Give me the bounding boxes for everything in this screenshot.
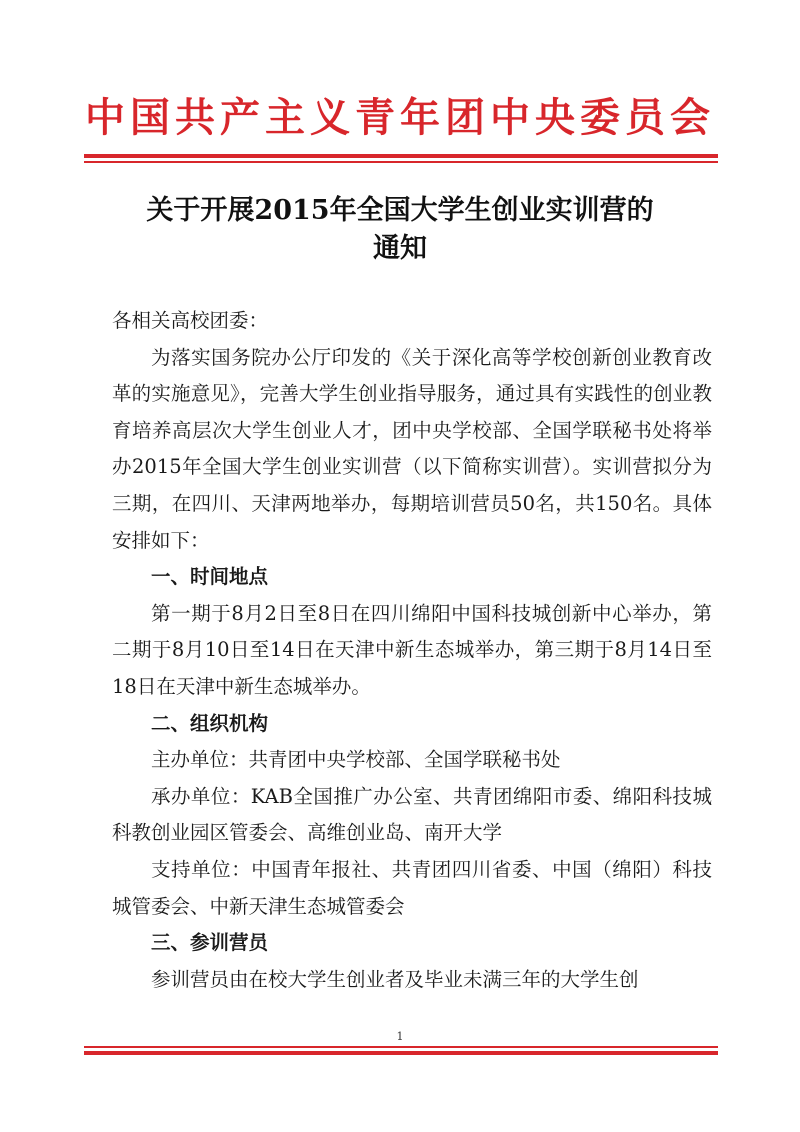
masthead-rule-thick [84, 154, 718, 158]
document-title [0, 192, 800, 268]
section-2-heading: 二、组织机构 [151, 711, 269, 735]
section-1-heading: 一、时间地点 [151, 565, 269, 589]
document-body [112, 303, 712, 998]
masthead-rule-thin [84, 161, 718, 163]
section-3-heading: 三、参训营员 [151, 931, 269, 955]
section-3-paragraph: 参训营员由在校大学生创业者及毕业未满三年的大学生创 [151, 967, 639, 991]
section-1-paragraph: 第一期于8月2日至8日在四川绵阳中国科技城创新中心举办，第二期于8月10日至14日在天津中新生态城举办，第三期于8月14日至18日在天津中新生态城举办。 [112, 601, 712, 698]
footer-rule-thick [84, 1051, 718, 1055]
footer-rule-thin [84, 1046, 718, 1048]
masthead-title: 中国共产主义青年团中央委员会 [85, 94, 715, 141]
title-line-1: 关于开展2015年全国大学生创业实训营的 [146, 195, 654, 226]
organizer-unit-paragraph: 承办单位：KAB全国推广办公室、共青团绵阳市委、绵阳科技城科教创业园区管委会、高维创业岛、南开大学 [112, 784, 712, 845]
host-unit-paragraph: 主办单位：共青团中央学校部、全国学联秘书处 [151, 748, 561, 772]
support-unit-paragraph: 支持单位：中国青年报社、共青团四川省委、中国（绵阳）科技城管委会、中新天津生态城管委会 [112, 857, 712, 918]
page-number: 1 [396, 1030, 404, 1043]
salutation: 各相关高校团委： [112, 309, 269, 332]
intro-paragraph: 为落实国务院办公厅印发的《关于深化高等学校创新创业教育改革的实施意见》，完善大学生创业指导服务，通过具有实践性的创业教育培养高层次大学生创业人才，团中央学校部、全国学联秘书处将举办2015年全国大学生创业实训营（以下简称实训营）。实训营拟分为三期，在四川、天津两地举办，每期培训营员50名，共150名。具体安排如下： [112, 345, 712, 552]
title-line-2: 通知 [373, 233, 427, 264]
